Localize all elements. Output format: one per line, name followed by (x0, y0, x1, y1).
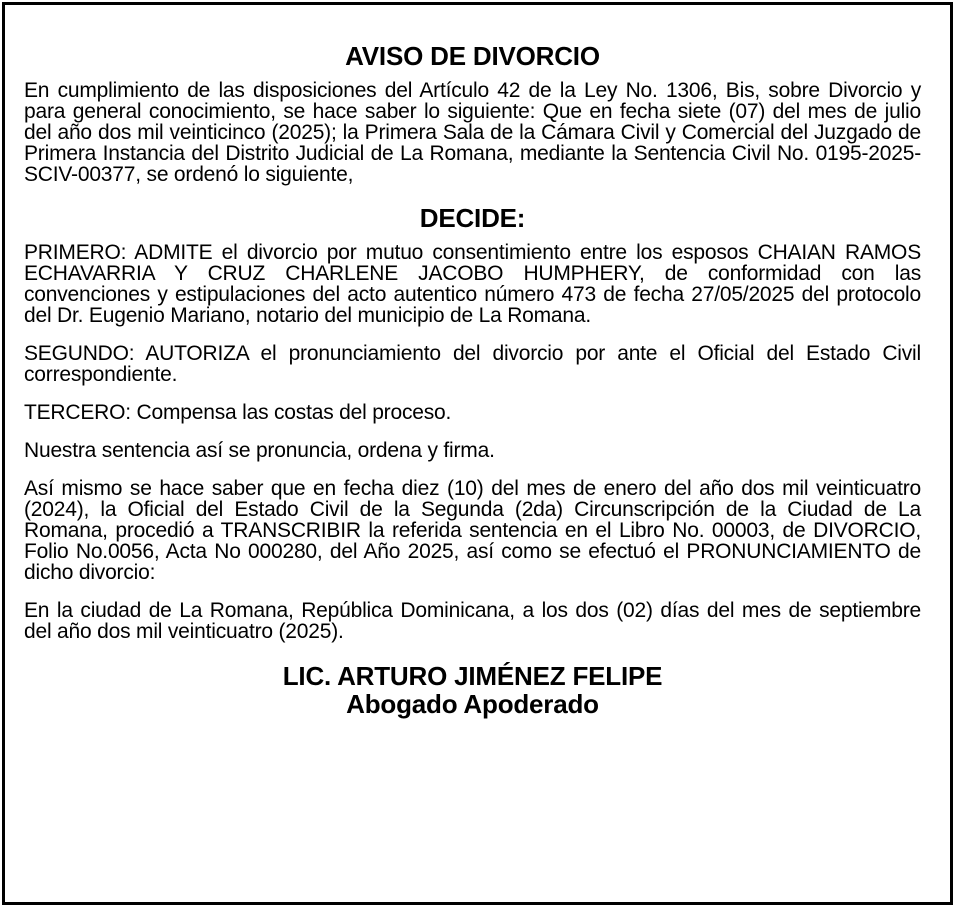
place-date-paragraph: En la ciudad de La Romana, República Dominicana, a los dos (02) días del mes de septiembre del año dos mil veinticuatro (2025). (24, 599, 921, 643)
primero-paragraph: PRIMERO: ADMITE el divorcio por mutuo consentimiento entre los esposos CHAIAN RAMOS ECHAVARRIA Y CRUZ CHARLENE JACOBO HUMPHERY, de conformidad con las convenciones y estipulaciones del acto autentico número 473 de fecha 27/05/2025 del protocolo del Dr. Eugenio Mariano, notario del municipio de La Romana. (24, 241, 921, 327)
signer-role: Abogado Apoderado (346, 689, 599, 719)
intro-paragraph: En cumplimiento de las disposiciones del Artículo 42 de la Ley No. 1306, Bis, sobre Divorcio y para general conocimiento, se hace saber lo siguiente: Que en fecha siete (07) del mes de julio del año dos mil veinticinco (2025); la Primera Sala de la Cámara Civil y Comercial del Juzgado de Primera Instancia del Distrito Judicial de La Romana, mediante la Sentencia Civil No. 0195-2025-SCIV-00377, se ordenó lo siguiente, (24, 79, 921, 186)
tercero-paragraph: TERCERO: Compensa las costas del proceso. (24, 401, 452, 424)
closing-sentence: Nuestra sentencia así se pronuncia, ordena y firma. (24, 439, 495, 462)
notice-title: AVISO DE DIVORCIO (345, 41, 600, 71)
decide-heading: DECIDE: (419, 203, 526, 233)
transcription-paragraph: Así mismo se hace saber que en fecha diez (10) del mes de enero del año dos mil veinticuatro (2024), la Oficial del Estado Civil de la Segunda (2da) Circunscripción de la Ciudad de La Romana, procedió a TRANSCRIBIR la referida sentencia en el Libro No. 00003, de DIVORCIO, Folio No.0056, Acta No 000280, del Año 2025, así como se efectuó el PRONUNCIAMIENTO de dicho divorcio: (24, 477, 921, 584)
segundo-paragraph: SEGUNDO: AUTORIZA el pronunciamiento del divorcio por ante el Oficial del Estado Civil correspondiente. (24, 342, 921, 386)
signature-block (24, 662, 921, 718)
notice-body (24, 38, 921, 718)
signer-name: LIC. ARTURO JIMÉNEZ FELIPE (282, 661, 663, 691)
